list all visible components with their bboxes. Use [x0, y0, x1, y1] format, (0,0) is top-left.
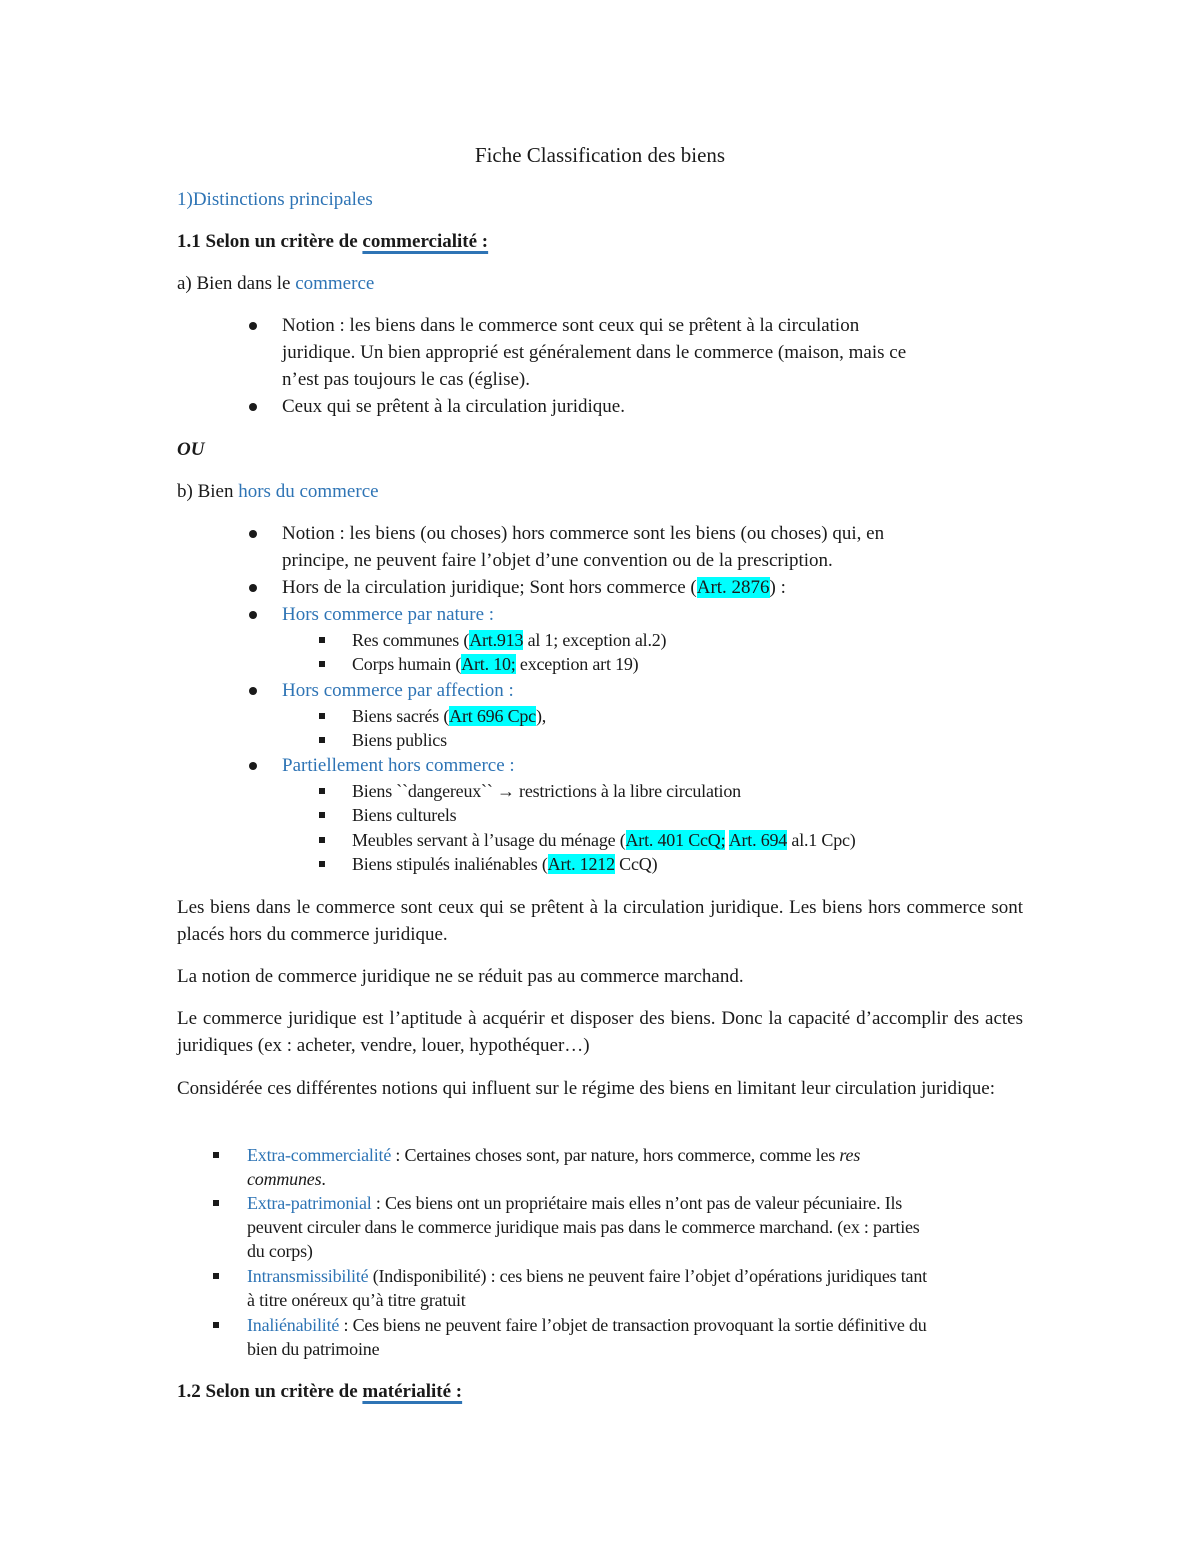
item-a-heading [177, 271, 374, 297]
item-b-prefix: b) Bien [177, 481, 239, 502]
a-bullet2: Ceux qui se prêtent à la circulation juridique. [282, 396, 625, 417]
text-span: exception art 19) [515, 654, 639, 674]
bullet-square-icon [319, 661, 325, 667]
text-span: Biens stipulés inaliénables ( [352, 854, 548, 874]
item-b-term: hors du commerce [238, 481, 379, 502]
paragraph-1: Les biens dans le commerce sont ceux qui se prêtent à la circulation juridique. Les biens hors commerce sont placés hors du commerce juridique. [177, 897, 1023, 945]
notion-inalienabilite-line2: bien du patrimoine [247, 1339, 380, 1359]
bullet-square-icon [319, 861, 325, 867]
stipules-item [352, 851, 657, 877]
paragraph-3: Le commerce juridique est l’aptitude à acquérir et disposer des biens. Donc la capacité d’accomplir des actes juridiques (ex : acheter, vendre, louer, hypothéquer…) [177, 1008, 1023, 1056]
a-bullet1-line1: Notion : les biens dans le commerce sont ceux qui se prêtent à la circulation [282, 315, 860, 336]
text-span: : Ces biens ont un propriétaire mais elles n’ont pas de valeur pécuniaire. Ils [371, 1193, 903, 1213]
bullet-square-icon [319, 812, 325, 818]
ou-separator: OU [177, 439, 205, 460]
culturels-item: Biens culturels [352, 805, 457, 825]
text-span: Corps humain ( [352, 654, 462, 674]
text-span: res [839, 1145, 861, 1165]
text-span: Hors de la circulation juridique; Sont hors commerce ( [282, 577, 697, 598]
item-a-prefix: a) Bien dans le [177, 273, 296, 294]
heading-prefix: 1.1 Selon un critère de [177, 231, 363, 252]
section-heading-distinctions: 1)Distinctions principales [177, 189, 373, 210]
res-communes-item [352, 627, 666, 653]
article-ref: Art. 2876 [696, 577, 770, 598]
biens-publics-item: Biens publics [352, 730, 447, 750]
dangereux-item: Biens ``dangereux`` → restrictions à la libre circulation [352, 781, 741, 801]
subsection-heading-commercialite [177, 229, 488, 255]
a-bullet1-line2: juridique. Un bien approprié est généralement dans le commerce (maison, mais ce [282, 342, 907, 363]
text-span: Biens sacrés ( [352, 706, 450, 726]
bullet-square-icon [319, 788, 325, 794]
text-span: Meubles servant à l’usage du ménage ( [352, 830, 626, 850]
notion-inalienabilite [247, 1312, 927, 1338]
partiel-label: Partiellement hors commerce : [282, 755, 515, 776]
heading-underlined: commercialité : [362, 231, 489, 252]
bullet-dot-icon [249, 687, 257, 695]
text-span: : Ces biens ne peuvent faire l’objet de transaction provoquant la sortie définitive du [339, 1315, 927, 1335]
article-ref: Art 696 Cpc [449, 706, 536, 726]
meubles-item [352, 827, 856, 853]
notion-term: Extra-commercialité [247, 1145, 392, 1165]
text-span: al 1; exception al.2) [523, 630, 667, 650]
item-a-term: commerce [295, 273, 375, 294]
nature-label: Hors commerce par nature : [282, 604, 495, 625]
text-span: CcQ) [614, 854, 658, 874]
bullet-dot-icon [249, 530, 257, 538]
corps-humain-item [352, 651, 638, 677]
bullet-square-icon [213, 1152, 219, 1158]
page-title: Fiche Classification des biens [474, 143, 726, 167]
bullet-dot-icon [249, 762, 257, 770]
article-ref: Art. 694 [728, 830, 788, 850]
notion-extra-patrimonial [247, 1190, 902, 1216]
text-span: . [321, 1169, 326, 1189]
notion-term: Intransmissibilité [247, 1266, 369, 1286]
bullet-square-icon [319, 713, 325, 719]
article-ref: Art. 1212 [547, 854, 615, 874]
paragraph-2: La notion de commerce juridique ne se réduit pas au commerce marchand. [177, 966, 744, 987]
text-span: ), [535, 706, 547, 726]
text-span: (Indisponibilité) : ces biens ne peuvent faire l’objet d’opérations juridiques tant [368, 1266, 927, 1286]
bullet-square-icon [213, 1273, 219, 1279]
b-bullet2 [282, 575, 786, 601]
notion-intransmissibilite-line2: à titre onéreux qu’à titre gratuit [247, 1290, 466, 1310]
notion-extra-patrimonial-line3: du corps) [247, 1241, 313, 1261]
notion-term: Inaliénabilité [247, 1315, 340, 1335]
notion-extra-patrimonial-line2: peuvent circuler dans le commerce juridique mais pas dans le commerce marchand. (ex : parties [247, 1217, 920, 1237]
article-ref: Art.913 [469, 630, 524, 650]
bullet-dot-icon [249, 584, 257, 592]
text-span: : Certaines choses sont, par nature, hors commerce, comme les [391, 1145, 840, 1165]
affection-label: Hors commerce par affection : [282, 680, 514, 701]
bullet-square-icon [213, 1322, 219, 1328]
notion-intransmissibilite [247, 1263, 927, 1289]
article-ref: Art. 401 CcQ; [625, 830, 726, 850]
text-span: communes [247, 1169, 322, 1189]
bullet-square-icon [213, 1200, 219, 1206]
article-ref: Art. 10; [461, 654, 516, 674]
b-bullet1-line2: principe, ne peuvent faire l’objet d’une convention ou de la prescription. [282, 550, 833, 571]
b-bullet1-line1: Notion : les biens (ou choses) hors commerce sont les biens (ou choses) qui, en [282, 523, 885, 544]
bullet-square-icon [319, 837, 325, 843]
notion-extra-commercialite [247, 1142, 860, 1168]
paragraph-4: Considérée ces différentes notions qui influent sur le régime des biens en limitant leur circulation juridique: [177, 1078, 996, 1099]
bullet-square-icon [319, 637, 325, 643]
heading-underlined: matérialité : [362, 1381, 463, 1402]
notion-extra-commercialite-line2 [247, 1166, 326, 1192]
bullet-square-icon [319, 737, 325, 743]
bullet-dot-icon [249, 322, 257, 330]
text-span: Res communes ( [352, 630, 470, 650]
bullet-dot-icon [249, 611, 257, 619]
subsection-heading-materialite [177, 1379, 462, 1405]
a-bullet1-line3: n’est pas toujours le cas (église). [282, 369, 530, 390]
heading-prefix: 1.2 Selon un critère de [177, 1381, 363, 1402]
bullet-dot-icon [249, 403, 257, 411]
item-b-heading [177, 479, 379, 505]
notion-term: Extra-patrimonial [247, 1193, 372, 1213]
text-span: al.1 Cpc) [787, 830, 856, 850]
biens-sacres-item [352, 703, 546, 729]
text-span: ) : [769, 577, 786, 598]
